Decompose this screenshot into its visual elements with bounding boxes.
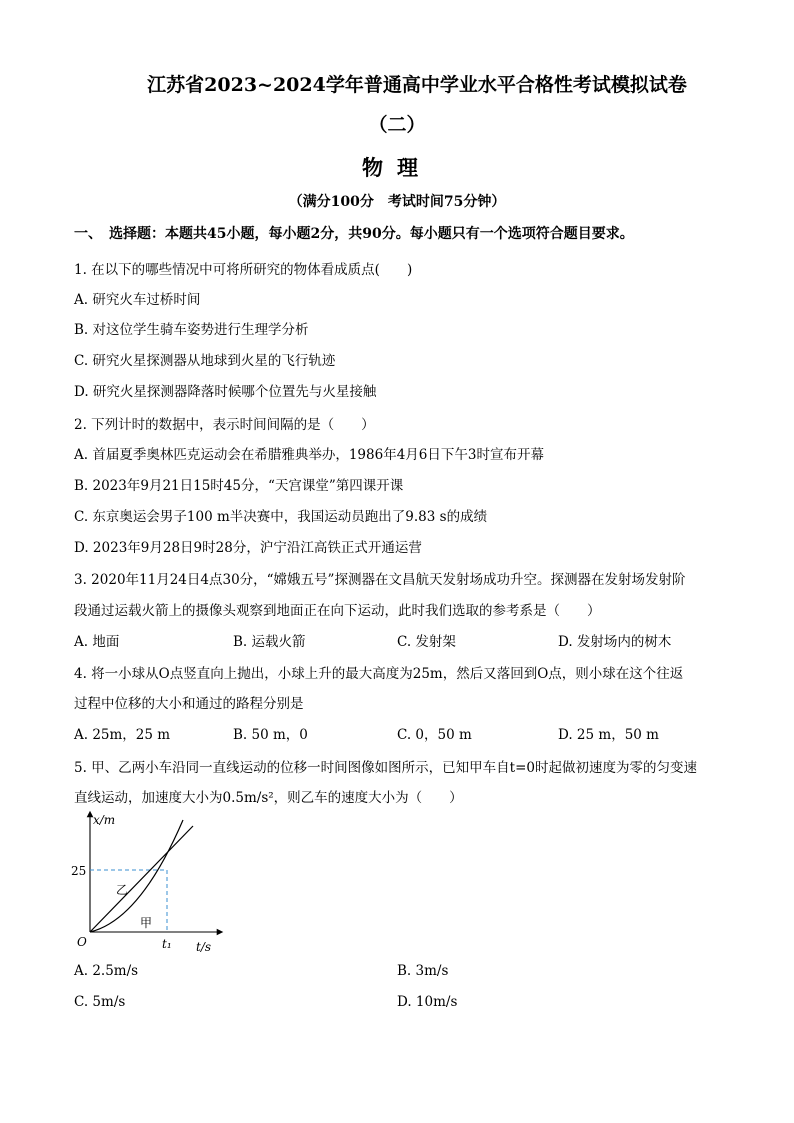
question-5-option-a: A. 2.5m/s (74, 963, 139, 979)
x-axis-label: t/s (196, 940, 212, 954)
question-2-option-b: B. 2023年9月21日15时45分，“天宫课堂”第四课开课 (74, 478, 404, 494)
y-tick-label: 25 (71, 864, 87, 878)
exam-title-number: （二） (368, 114, 426, 136)
question-1-stem: 1. 在以下的哪些情况中可将所研究的物体看成质点( ) (74, 262, 413, 278)
exam-title: 江苏省2023~2024学年普通高中学业水平合格性考试模拟试卷 (147, 74, 687, 96)
question-4-stem-line2: 过程中位移的大小和通过的路程分别是 (74, 696, 304, 712)
curve-label-jia: 甲 (140, 916, 153, 930)
question-2-option-c: C. 东京奥运会男子100 m半决赛中，我国运动员跑出了9.83 s的成绩 (74, 509, 488, 525)
question-3-option-b: B. 运载火箭 (233, 634, 306, 650)
question-3-stem-line1: 3. 2020年11月24日4点30分，“嫦娥五号”探测器在文昌航天发射场成功升空。探测器在发射场发射阶 (74, 572, 686, 588)
question-4-option-a: A. 25m，25 m (74, 727, 171, 743)
question-4-stem-line1: 4. 将一小球从O点竖直向上抛出，小球上升的最大高度为25m，然后又落回到O点，则小球在这个往返 (74, 666, 684, 682)
question-3-option-a: A. 地面 (74, 634, 120, 650)
question-3-option-c: C. 发射架 (397, 634, 456, 650)
question-5-option-b: B. 3m/s (397, 963, 449, 979)
question-4-option-b: B. 50 m，0 (233, 727, 308, 743)
question-3-option-d: D. 发射场内的树木 (558, 634, 672, 650)
exam-info: （满分100分 考试时间75分钟） (288, 194, 506, 210)
question-2-option-d: D. 2023年9月28日9时28分，沪宁沿江高铁正式开通运营 (74, 540, 422, 556)
position-time-graph (70, 808, 230, 958)
question-2-option-a: A. 首届夏季奥林匹克运动会在希腊雅典举办，1986年4月6日下午3时宣布开幕 (74, 447, 544, 463)
x-tick-label: t₁ (162, 937, 172, 951)
question-3-stem-line2: 段通过运载火箭上的摄像头观察到地面正在向下运动，此时我们选取的参考系是（ ） (74, 603, 601, 619)
origin-label: O (77, 935, 87, 949)
question-2-stem: 2. 下列计时的数据中，表示时间间隔的是（ ） (74, 417, 375, 433)
curve-jia (90, 820, 183, 932)
y-axis-label: x/m (93, 813, 116, 827)
subject-title: 物理 (362, 155, 432, 180)
question-1-option-a: A. 研究火车过桥时间 (74, 292, 201, 308)
question-1-option-c: C. 研究火星探测器从地球到火星的飞行轨迹 (74, 353, 336, 369)
question-5-stem-line1: 5. 甲、乙两小车沿同一直线运动的位移一时间图像如图所示，已知甲车自t=0时起做初速度为零的匀变速 (74, 760, 697, 776)
question-1-option-b: B. 对这位学生骑车姿势进行生理学分析 (74, 322, 309, 338)
question-4-option-c: C. 0，50 m (397, 727, 472, 743)
section-heading: 一、 选择题：本题共45小题，每小题2分，共90分。每小题只有一个选项符合题目要求。 (74, 226, 634, 242)
question-1-option-d: D. 研究火星探测器降落时候哪个位置先与火星接触 (74, 384, 377, 400)
question-4-option-d: D. 25 m，50 m (558, 727, 659, 743)
question-5-option-c: C. 5m/s (74, 994, 126, 1010)
question-5-stem-line2: 直线运动，加速度大小为0.5m/s²，则乙车的速度大小为（ ） (74, 790, 463, 806)
question-5-option-d: D. 10m/s (397, 994, 458, 1010)
curve-label-yi: 乙 (116, 883, 129, 897)
